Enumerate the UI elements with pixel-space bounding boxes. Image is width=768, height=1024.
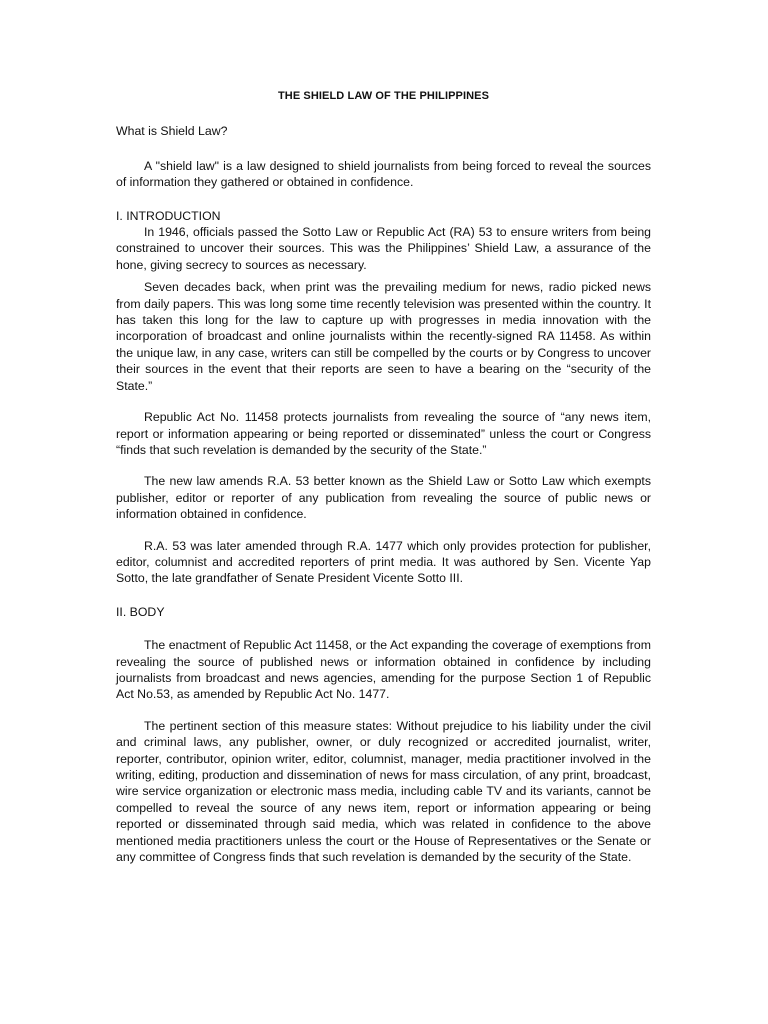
intro-paragraph-1: In 1946, officials passed the Sotto Law or Republic Act (RA) 53 to ensure writers from being constrained to uncover their sources. This was the Philippines’ Shield Law, a assurance of the hone, giving secrecy to sources as necessary. (116, 225, 651, 272)
intro-paragraph-5: R.A. 53 was later amended through R.A. 1477 which only provides protection for publisher, editor, columnist and accredited reporters of print media. It was authored by Sen. Vicente Yap Sotto, the late grandfather of Senate President Vicente Sotto III. (116, 538, 651, 586)
document-body (116, 88, 651, 865)
intro-paragraph-3: Republic Act No. 11458 protects journalists from revealing the source of “any news item, report or information appearing or being reported or disseminated” unless the court or Congress “finds that such revelation is demanded by the security of the State.” (116, 410, 651, 457)
body-paragraph-1: The enactment of Republic Act 11458, or the Act expanding the coverage of exemptions from revealing the source of published news or information obtained in confidence by including journalists from broadcast and news agencies, amending for the purpose Section 1 of Republic Act No.53, as amended by Republic Act No. 1477. (116, 638, 651, 702)
shield-law-question: What is Shield Law? (116, 124, 228, 139)
introduction-heading: I. INTRODUCTION (116, 208, 221, 223)
definition-paragraph: A "shield law" is a law designed to shield journalists from being forced to reveal the sources of information they gathered or obtained in confidence. (116, 158, 651, 190)
intro-paragraph-4: The new law amends R.A. 53 better known as the Shield Law or Sotto Law which exempts publisher, editor or reporter of any publication from revealing the source of public news or information obtained in confidence. (116, 474, 651, 522)
body-paragraph-2: The pertinent section of this measure states: Without prejudice to his liability under the civil and criminal laws, any publisher, owner, or duly recognized or accredited journalist, writer, reporter, contributor, opinion writer, editor, columnist, manager, media practitioner involved in the writing, editing, production and dissemination of news for mass circulation, of any print, broadcast, wire service organization or electronic mass media, including cable TV and its variants, cannot be compelled to reveal the source of any news item, report or information appearing or being reported or disseminated through said media, which was related in confidence to the above mentioned media practitioners unless the court or the House of Representatives or the Senate or any committee of Congress finds that such revelation is demanded by the security of the State. (116, 718, 651, 865)
document-title: THE SHIELD LAW OF THE PHILIPPINES (277, 90, 490, 102)
intro-paragraph-2: Seven decades back, when print was the prevailing medium for news, radio picked news from daily papers. This was long some time recently television was presented within the country. It has taken this long for the law to capture up with progresses in media innovation with the incorporation of broadcast and online journalists within the recently-signed RA 11458. As within the unique law, in any case, writers can still be compelled by the courts or by Congress to uncover their sources in the event that their reports are seen to have a bearing on the “security of the State.” (116, 280, 651, 393)
body-heading: II. BODY (116, 604, 165, 619)
